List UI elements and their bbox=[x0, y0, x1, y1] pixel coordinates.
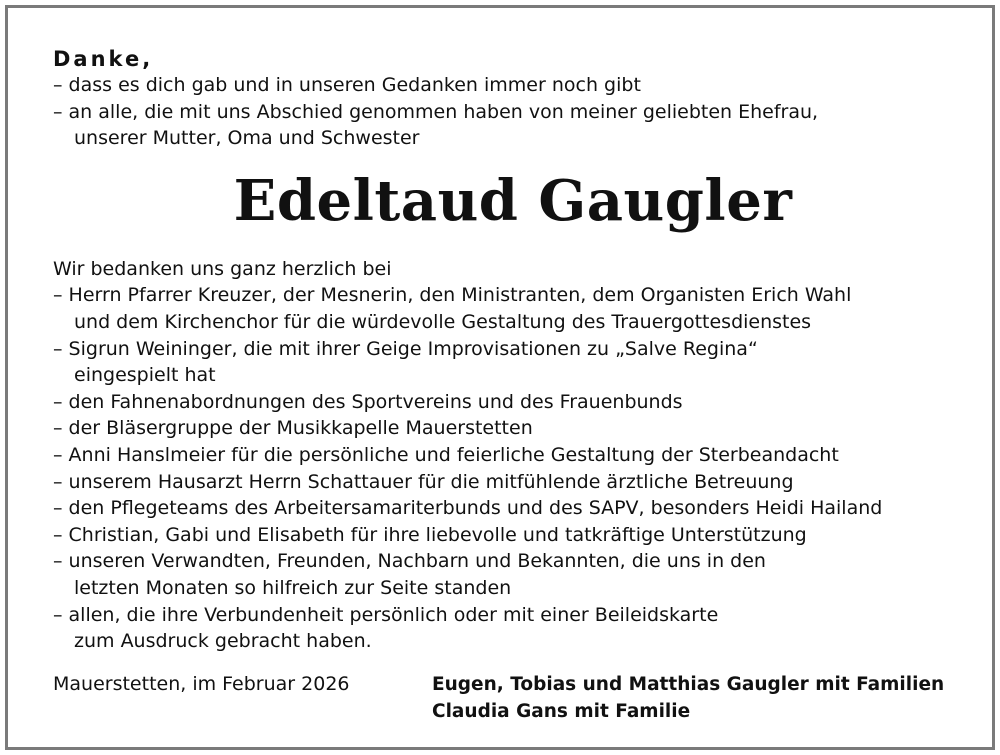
signers-block bbox=[432, 671, 944, 725]
intro-line: – dass es dich gab und in unseren Gedanken immer noch gibt bbox=[53, 74, 641, 96]
thanks-lead: Wir bedanken uns ganz herzlich bei bbox=[53, 257, 392, 280]
thanks-line: – Herrn Pfarrer Kreuzer, der Mesnerin, den Ministranten, dem Organisten Erich Wahl bbox=[53, 284, 852, 307]
intro-line: unserer Mutter, Oma und Schwester bbox=[74, 127, 420, 150]
thanks-line: – unserem Hausarzt Herrn Schattauer für die mitfühlende ärztliche Betreuung bbox=[53, 470, 794, 493]
thanks-line: und dem Kirchenchor für die würdevolle Gestaltung des Trauergottesdienstes bbox=[74, 310, 812, 333]
thanks-line: zum Ausdruck gebracht haben. bbox=[74, 630, 372, 653]
thanks-line: – Sigrun Weininger, die mit ihrer Geige Improvisationen zu „Salve Regina“ bbox=[53, 337, 758, 360]
thanks-line: letzten Monaten so hilfreich zur Seite standen bbox=[74, 576, 512, 599]
notice-content bbox=[53, 46, 973, 655]
thanks-line: – allen, die ihre Verbundenheit persönlich oder mit einer Beileidskarte bbox=[53, 603, 719, 626]
thanks-line: eingespielt hat bbox=[74, 364, 216, 387]
deceased-name: Edeltaud Gaugler bbox=[233, 167, 793, 234]
thanks-line: – den Pflegeteams des Arbeitersamariterbunds und des SAPV, besonders Heidi Hailand bbox=[53, 497, 883, 520]
intro-line: – an alle, die mit uns Abschied genommen haben von meiner geliebten Ehefrau, bbox=[53, 100, 819, 123]
thanks-line: – der Bläsergruppe der Musikkapelle Mauerstetten bbox=[53, 417, 533, 440]
notice-frame bbox=[5, 5, 995, 750]
place-date: Mauerstetten, im Februar 2026 bbox=[53, 673, 350, 695]
thanks-line: – Christian, Gabi und Elisabeth für ihre liebevolle und tatkräftige Unterstützung bbox=[53, 523, 807, 546]
signer-line: Eugen, Tobias und Matthias Gaugler mit Familien bbox=[432, 674, 945, 695]
thanks-line: – Anni Hanslmeier für die persönliche und feierliche Gestaltung der Sterbeandacht bbox=[53, 443, 839, 466]
thanks-line: – den Fahnenabordnungen des Sportvereins und des Frauenbunds bbox=[53, 390, 683, 413]
signer-line: Claudia Gans mit Familie bbox=[432, 701, 691, 722]
thanks-line: – unseren Verwandten, Freunden, Nachbarn und Bekannten, die uns in den bbox=[53, 550, 766, 573]
danke-heading: Danke, bbox=[53, 47, 154, 71]
